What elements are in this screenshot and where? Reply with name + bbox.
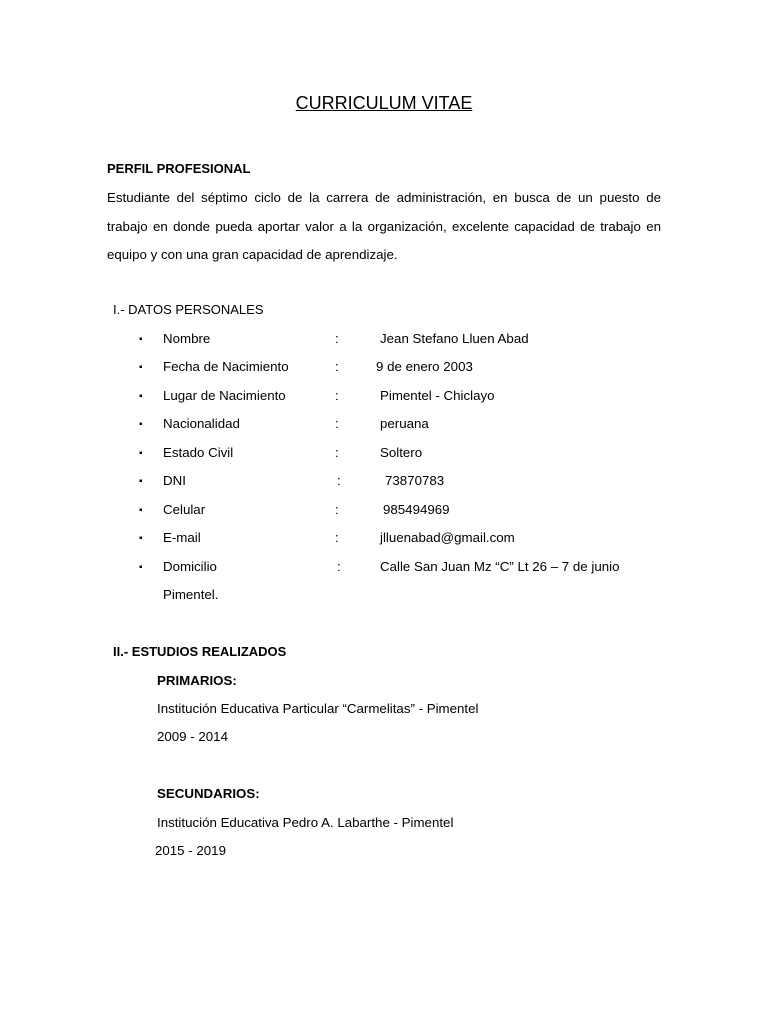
label-email: E-mail [163,530,201,545]
value-fecha-nacimiento: 9 de enero 2003 [376,359,473,374]
separator: : [335,502,339,517]
separator: : [335,359,339,374]
value-domicilio-continued: Pimentel. [163,587,219,602]
value-celular: 985494969 [383,502,450,517]
list-bullet: ▪ [139,533,143,544]
value-lugar-nacimiento: Pimentel - Chiclayo [380,388,495,403]
label-estado-civil: Estado Civil [163,445,234,460]
document-title: CURRICULUM VITAE [295,93,473,113]
primarios-school: Institución Educativa Particular “Carmelitas” - Pimentel [157,701,479,716]
list-bullet: ▪ [139,448,143,459]
secundarios-heading: SECUNDARIOS: [157,786,260,801]
label-domicilio: Domicilio [163,559,217,574]
separator: : [335,416,339,431]
list-bullet: ▪ [139,505,143,516]
value-nacionalidad: peruana [380,416,429,431]
label-nombre: Nombre [163,331,211,346]
label-dni: DNI [163,473,186,488]
perfil-text: Estudiante del séptimo ciclo de la carrera de administración, en busca de un puesto de trabajo en donde pueda aportar valor a la organización, excelente capacidad de trabajo en equipo y con una gran capacidad de aprendizaje. [107,190,661,262]
value-domicilio: Calle San Juan Mz “C” Lt 26 – 7 de junio [380,559,620,574]
value-email: jlluenabad@gmail.com [380,530,515,545]
primarios-years: 2009 - 2014 [157,729,228,744]
label-fecha-nacimiento: Fecha de Nacimiento [163,359,289,374]
value-nombre: Jean Stefano Lluen Abad [380,331,529,346]
secundarios-years: 2015 - 2019 [155,843,226,858]
separator: : [335,530,339,545]
estudios-heading: II.- ESTUDIOS REALIZADOS [113,644,287,659]
separator: : [335,445,339,460]
label-celular: Celular [163,502,206,517]
value-dni: 73870783 [385,473,445,488]
separator: : [337,473,341,488]
perfil-heading: PERFIL PROFESIONAL [107,161,251,176]
value-estado-civil: Soltero [380,445,423,460]
datos-heading: I.- DATOS PERSONALES [113,302,264,317]
separator: : [335,388,339,403]
label-nacionalidad: Nacionalidad [163,416,240,431]
separator: : [337,559,341,574]
list-bullet: ▪ [139,334,143,345]
label-lugar-nacimiento: Lugar de Nacimiento [163,388,286,403]
secundarios-school: Institución Educativa Pedro A. Labarthe - Pimentel [157,815,454,830]
list-bullet: ▪ [139,562,143,573]
list-bullet: ▪ [139,419,143,430]
separator: : [335,331,339,346]
list-bullet: ▪ [139,362,143,373]
list-bullet: ▪ [139,391,143,402]
list-bullet: ▪ [139,476,143,487]
primarios-heading: PRIMARIOS: [157,673,237,688]
